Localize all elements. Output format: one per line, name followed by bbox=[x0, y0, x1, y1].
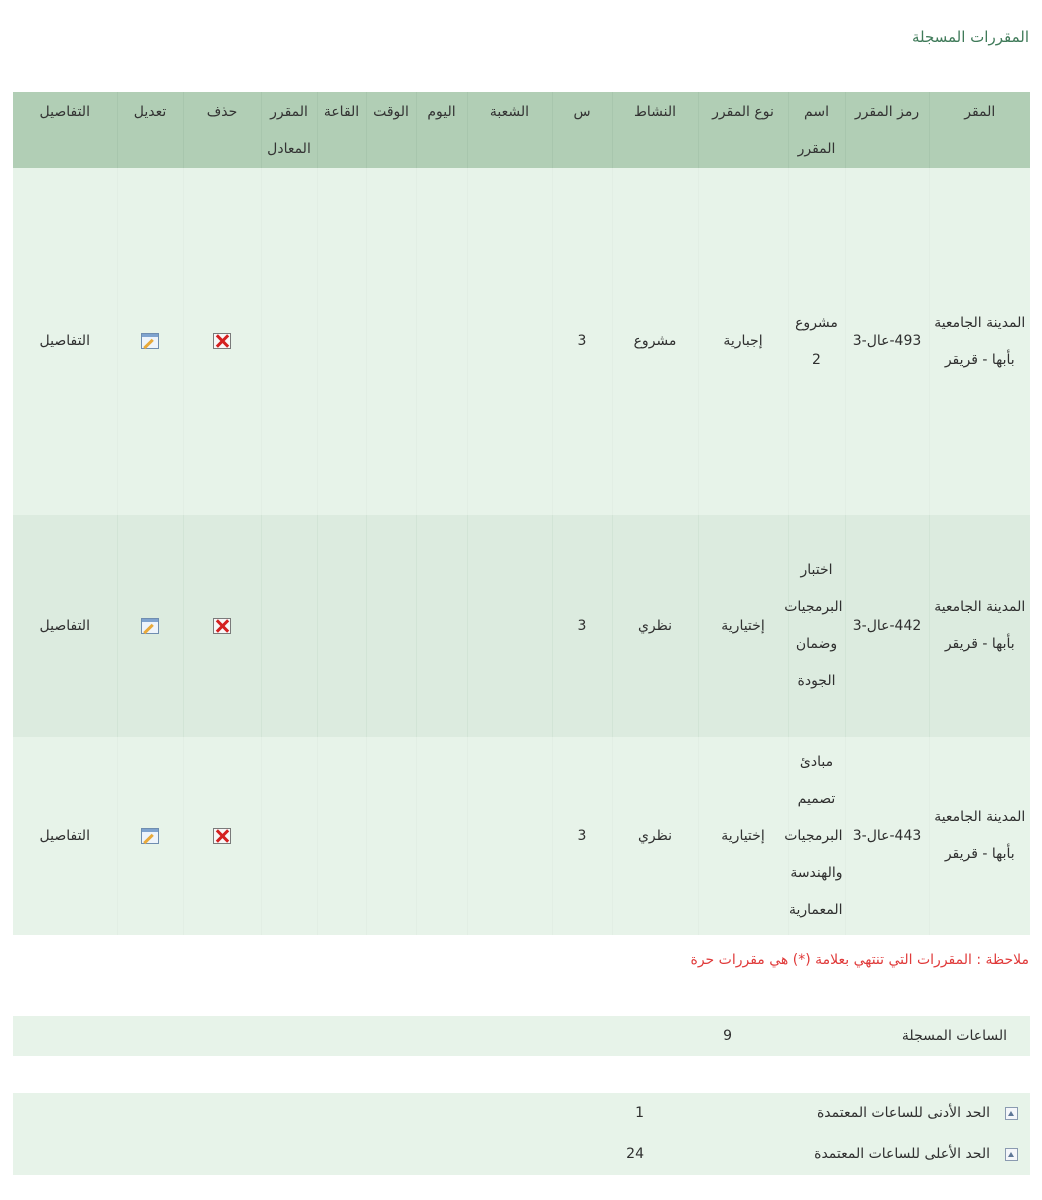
header-room: القاعة bbox=[317, 92, 366, 168]
course-code-cell: 442-عال-3 bbox=[845, 515, 929, 737]
course-name-cell: اختبار البرمجيات وضمان الجودة bbox=[788, 515, 845, 737]
table-row bbox=[13, 737, 1030, 935]
header-edit: تعديل bbox=[117, 92, 183, 168]
table-header-row bbox=[13, 92, 1030, 168]
course-name-cell: مشروع 2 bbox=[788, 168, 845, 515]
header-day: اليوم bbox=[416, 92, 467, 168]
room-cell bbox=[317, 737, 366, 935]
details-cell bbox=[13, 737, 117, 935]
activity-cell: نظري bbox=[612, 737, 698, 935]
details-cell bbox=[13, 168, 117, 515]
min-hours-value: 1 bbox=[635, 1105, 644, 1121]
registered-courses-table bbox=[13, 92, 1030, 935]
edit-cell bbox=[117, 168, 183, 515]
header-hours: س bbox=[552, 92, 612, 168]
header-campus: المقر bbox=[929, 92, 1030, 168]
activity-cell: مشروع bbox=[612, 168, 698, 515]
min-hours-row bbox=[13, 1105, 1030, 1133]
table-row bbox=[13, 515, 1030, 737]
course-type-cell: إختيارية bbox=[698, 515, 788, 737]
time-cell bbox=[366, 515, 416, 737]
header-time: الوقت bbox=[366, 92, 416, 168]
page-title: المقررات المسجلة bbox=[911, 28, 1029, 46]
room-cell bbox=[317, 515, 366, 737]
delete-icon[interactable] bbox=[213, 333, 231, 349]
section-cell bbox=[467, 515, 552, 737]
min-hours-label: الحد الأدنى للساعات المعتمدة bbox=[816, 1105, 990, 1121]
details-cell bbox=[13, 515, 117, 737]
day-cell bbox=[416, 168, 467, 515]
equivalent-course-cell bbox=[261, 737, 317, 935]
hours-cell: 3 bbox=[552, 515, 612, 737]
course-type-cell: إختيارية bbox=[698, 737, 788, 935]
header-course-code: رمز المقرر bbox=[845, 92, 929, 168]
edit-cell bbox=[117, 515, 183, 737]
header-details: التفاصيل bbox=[13, 92, 117, 168]
expand-icon[interactable] bbox=[1005, 1148, 1018, 1161]
activity-cell: نظري bbox=[612, 515, 698, 737]
header-activity: النشاط bbox=[612, 92, 698, 168]
edit-icon[interactable] bbox=[141, 828, 159, 844]
delete-cell bbox=[183, 515, 261, 737]
free-courses-note: ملاحظة : المقررات التي تنتهي بعلامة (*) هي مقررات حرة bbox=[690, 952, 1029, 968]
delete-icon[interactable] bbox=[213, 828, 231, 844]
registered-hours-box bbox=[13, 1016, 1030, 1056]
edit-icon[interactable] bbox=[141, 333, 159, 349]
details-link[interactable]: التفاصيل bbox=[39, 827, 90, 844]
day-cell bbox=[416, 737, 467, 935]
time-cell bbox=[366, 737, 416, 935]
campus-cell: المدينة الجامعية بأبها - قريقر bbox=[929, 168, 1030, 515]
details-link[interactable]: التفاصيل bbox=[39, 333, 90, 349]
course-code-cell: 443-عال-3 bbox=[845, 737, 929, 935]
registered-hours-value: 9 bbox=[723, 1028, 732, 1044]
day-cell bbox=[416, 515, 467, 737]
section-cell bbox=[467, 737, 552, 935]
header-equivalent-course: المقرر المعادل bbox=[261, 92, 317, 168]
section-cell bbox=[467, 168, 552, 515]
delete-cell bbox=[183, 737, 261, 935]
registered-hours-label: الساعات المسجلة bbox=[901, 1028, 1007, 1044]
equivalent-course-cell bbox=[261, 515, 317, 737]
campus-cell: المدينة الجامعية بأبها - قريقر bbox=[929, 737, 1030, 935]
expand-icon[interactable] bbox=[1005, 1107, 1018, 1120]
equivalent-course-cell bbox=[261, 168, 317, 515]
table-row bbox=[13, 168, 1030, 515]
details-link[interactable]: التفاصيل bbox=[39, 617, 90, 634]
max-hours-value: 24 bbox=[626, 1146, 644, 1162]
delete-cell bbox=[183, 168, 261, 515]
max-hours-label: الحد الأعلى للساعات المعتمدة bbox=[814, 1146, 990, 1162]
delete-icon[interactable] bbox=[213, 618, 231, 634]
edit-cell bbox=[117, 737, 183, 935]
hours-cell: 3 bbox=[552, 168, 612, 515]
edit-icon[interactable] bbox=[141, 618, 159, 634]
course-type-cell: إجبارية bbox=[698, 168, 788, 515]
header-course-name: اسم المقرر bbox=[788, 92, 845, 168]
credit-limits-box bbox=[13, 1093, 1030, 1175]
header-section: الشعبة bbox=[467, 92, 552, 168]
time-cell bbox=[366, 168, 416, 515]
header-delete: حذف bbox=[183, 92, 261, 168]
course-name-cell: مبادئ تصميم البرمجيات والهندسة المعمارية bbox=[788, 737, 845, 935]
max-hours-row bbox=[13, 1146, 1030, 1174]
course-code-cell: 493-عال-3 bbox=[845, 168, 929, 515]
room-cell bbox=[317, 168, 366, 515]
campus-cell: المدينة الجامعية بأبها - قريقر bbox=[929, 515, 1030, 737]
header-course-type: نوع المقرر bbox=[698, 92, 788, 168]
hours-cell: 3 bbox=[552, 737, 612, 935]
